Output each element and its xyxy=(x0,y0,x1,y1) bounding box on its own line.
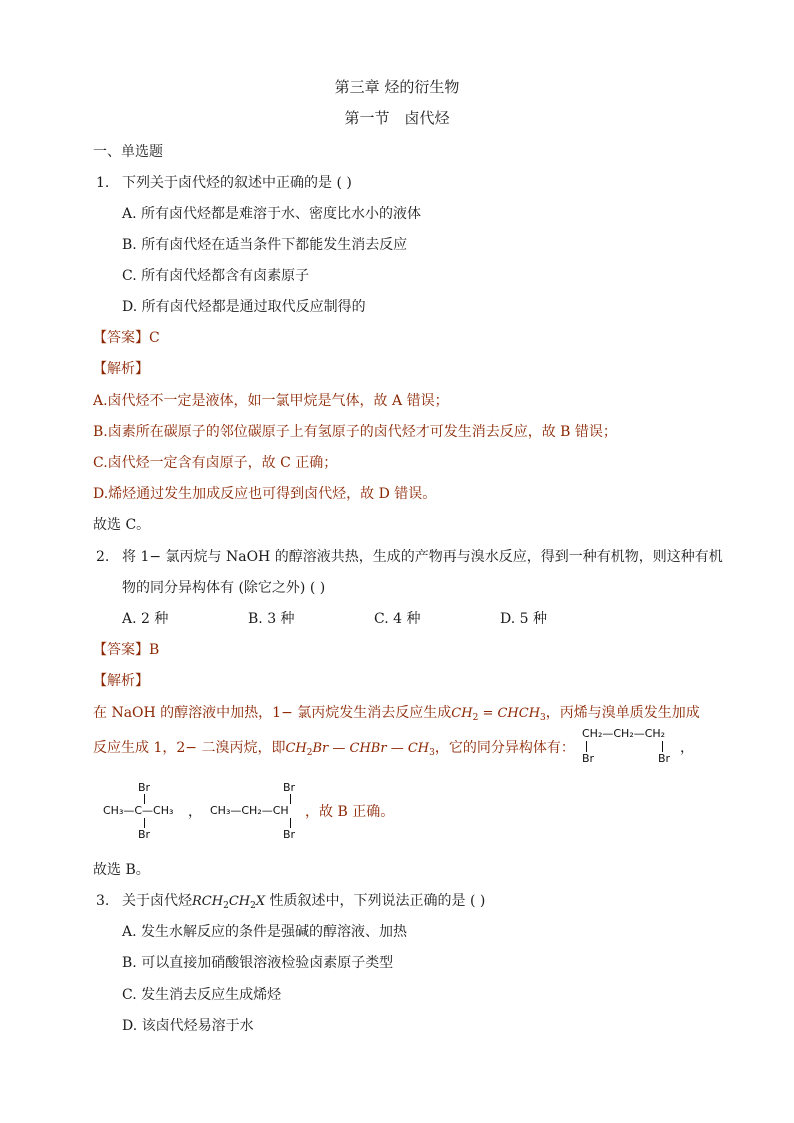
q2-analysis-line1-end: ，丙烯与溴单质发生加成 xyxy=(545,705,700,721)
q3-option-b: B. 可以直接加硝酸银溶液检验卤素原子类型 xyxy=(122,955,394,971)
q2-analysis-line1-text: 在 NaOH 的醇溶液中加热，1− 氯丙烷发生消去反应生成 xyxy=(93,705,452,721)
formula-sub: 3 xyxy=(540,713,546,723)
q3-stem xyxy=(122,891,485,916)
formula-sub: 2 xyxy=(250,901,256,911)
comma-1: ， xyxy=(680,740,694,756)
q2-option-b: B. 3 种 xyxy=(248,611,295,627)
q1-analysis-a: A.卤代烃不一定是液体，如一氯甲烷是气体，故 A 错误； xyxy=(93,393,449,409)
structure-1-bond-right xyxy=(662,741,663,752)
q3-stem-text: 关于卤代烃 xyxy=(122,893,192,909)
q2-stem-line2: 物的同分异构体有 (除它之外) ( ) xyxy=(122,580,326,596)
q2-analysis-line2-text: 反应生成 1，2− 二溴丙烷，即 xyxy=(93,740,286,756)
q2-analysis-line3-end: ，故 B 正确。 xyxy=(305,804,395,820)
q1-analysis-c: C.卤代烃一定含有卤原子，故 C 正确； xyxy=(93,455,338,471)
q2-analysis-line1 xyxy=(93,703,700,728)
structure-3-bond-bottom xyxy=(290,818,291,828)
q2-analysis-line2 xyxy=(93,738,575,763)
q3-number: 3. xyxy=(96,893,110,909)
q1-option-a: A. 所有卤代烃都是难溶于水、密度比水小的液体 xyxy=(122,206,422,222)
formula-part: X xyxy=(255,894,266,909)
q1-number: 1. xyxy=(96,175,110,191)
comma-2: ， xyxy=(188,804,202,820)
structure-3-br-bottom: Br xyxy=(283,828,296,841)
structure-2 xyxy=(103,781,193,841)
structure-1-bond-left xyxy=(586,741,587,752)
structure-1 xyxy=(582,727,692,767)
q2-number: 2. xyxy=(96,549,110,565)
formula-part: CH xyxy=(285,741,307,756)
structure-2-br-top: Br xyxy=(138,781,151,794)
q1-option-b: B. 所有卤代烃在适当条件下都能发生消去反应 xyxy=(122,237,408,253)
formula-sub: 3 xyxy=(429,748,435,758)
structure-2-bond-top xyxy=(144,794,145,804)
formula-part: CH xyxy=(451,706,473,721)
q2-analysis-line2-end: ，它的同分异构体有： xyxy=(434,740,575,756)
q1-conclusion: 故选 C。 xyxy=(93,517,151,533)
structure-2-br-bottom: Br xyxy=(138,828,151,841)
chapter-title: 第三章 烃的衍生物 xyxy=(334,78,460,96)
structure-1-br-right: Br xyxy=(658,752,671,765)
q3-option-d: D. 该卤代烃易溶于水 xyxy=(122,1018,254,1034)
q1-option-c: C. 所有卤代烃都含有卤素原子 xyxy=(122,268,310,284)
dibromopropane-formula xyxy=(285,741,434,756)
structure-1-chain: CH₂—CH₂—CH₂ xyxy=(582,727,666,740)
q3-stem-end: 性质叙述中，下列说法正确的是 ( ) xyxy=(265,893,486,909)
formula-sub: 2 xyxy=(306,748,313,758)
q2-answer: 【答案】B xyxy=(93,642,160,658)
structure-2-chain: CH₃—C—CH₃ xyxy=(103,804,174,817)
structure-3-chain: CH₃—CH₂—CH xyxy=(210,804,289,817)
formula-sub: 2 xyxy=(472,713,479,723)
haloalkane-formula xyxy=(192,894,265,909)
q1-analysis-b: B.卤素所在碳原子的邻位碳原子上有氢原子的卤代烃才可发生消去反应，故 B 错误； xyxy=(93,424,617,440)
structure-3 xyxy=(210,781,310,841)
q2-analysis-label: 【解析】 xyxy=(93,673,149,689)
q1-stem: 下列关于卤代烃的叙述中正确的是 ( ) xyxy=(122,175,352,191)
q1-option-d: D. 所有卤代烃都是通过取代反应制得的 xyxy=(122,299,366,315)
structure-3-br-top: Br xyxy=(283,781,296,794)
q2-stem-line1: 将 1− 氯丙烷与 NaOH 的醇溶液共热，生成的产物再与溴水反应，得到一种有机物，则这种有机 xyxy=(122,549,723,565)
q2-option-a: A. 2 种 xyxy=(122,611,169,627)
formula-sub: 2 xyxy=(223,901,229,911)
q2-option-c: C. 4 种 xyxy=(374,611,421,627)
formula-part: = CHCH xyxy=(478,706,541,721)
q1-analysis-label: 【解析】 xyxy=(93,361,149,377)
propene-formula xyxy=(451,706,546,721)
structure-2-bond-bottom xyxy=(144,818,145,828)
structure-3-bond-top xyxy=(290,794,291,804)
formula-part: RCH xyxy=(192,894,224,909)
formula-part: CH xyxy=(228,894,251,909)
formula-part: Br — CHBr — CH xyxy=(312,741,430,756)
q3-option-a: A. 发生水解反应的条件是强碱的醇溶液、加热 xyxy=(122,924,408,940)
q3-option-c: C. 发生消去反应生成烯烃 xyxy=(122,987,282,1003)
q1-answer: 【答案】C xyxy=(93,330,160,346)
structure-1-br-left: Br xyxy=(582,752,595,765)
q2-option-d: D. 5 种 xyxy=(500,611,547,627)
q2-conclusion: 故选 B。 xyxy=(93,862,150,878)
q1-analysis-d: D.烯烃通过发生加成反应也可得到卤代烃，故 D 错误。 xyxy=(93,486,437,502)
section-title: 第一节 卤代烃 xyxy=(344,109,450,127)
part-heading: 一、单选题 xyxy=(93,144,163,160)
